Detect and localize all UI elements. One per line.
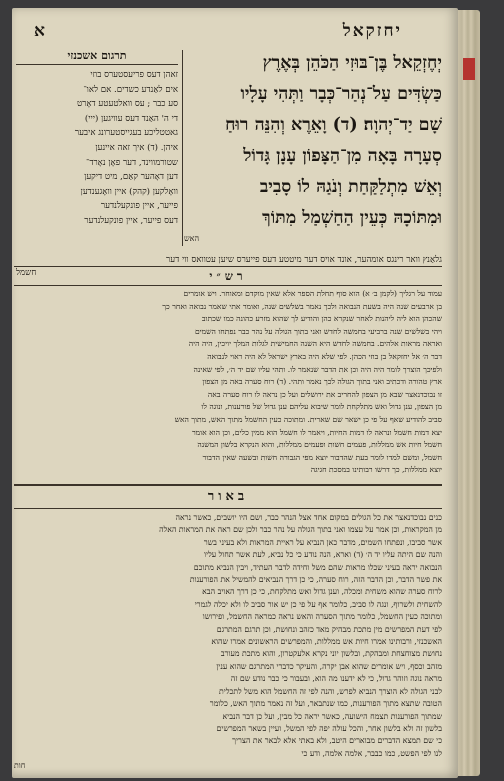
red-ribbon-marker [463,58,475,80]
targum-line: זאהן דעס פריעסטערס בוזי [90,70,178,80]
biur-line: מן המקראות, וכן אמר על עצמו ואני בתוך הגולה על נהר כבר ולכן שם ראה את המראות האלה [159,525,442,535]
rashi-line: יוצא ממללות, כך דרשו רבותינו במסכת חגיגה [310,465,442,475]
rashi-line: חשמל חיות אש ממללות, פעמים חשות ופעמים ממללות, והוא הנקרא בלשון המשנה [197,440,442,450]
biur-line: את פשר הדבר, וכן הדבר הזה, רוח סערה, כי כן דרך הנביאים להמשיל את הפורענות [189,575,442,585]
scripture-line: וְאֵשׁ מִתְלַקַּחַת וְנֹגַהּ לוֹ סָבִיב [259,177,442,197]
targum-line: אים לאַנדע כשדים. אם לאו־ [83,84,178,95]
biur-line: כי שם תמצא הדברים מבוארים היטב, ולא באתי אלא לבאר את הצריך [232,736,442,746]
targum-header: תרגום אשכנזי [16,48,178,65]
biur-line: בלשון זה ולא בלשון אחר, והכל עולה יפה לפי המשל, ועיין בשאר המפרשים [216,723,442,733]
biur-line: אשר סביבו, ונפתחו השמים, מדבר כאן הנביא על ראיית המראות ולא בעיני בשר [203,537,442,547]
targum-text [16,68,178,229]
scripture-line: סְעָרָה בָּאָה מִן־הַצָּפוֹן עָנָן גָּדוֹל [243,146,442,166]
biur-commentary [14,512,442,773]
running-head-chapter-letter: א [34,21,45,41]
rashi-line: בן ארבעים שנה היה בשעת הנבואה ולכך נאמר בשלשים שנה, ואומר אתי שאמר נבואה ואחר כך [162,301,442,311]
column-divider [182,50,183,246]
rashi-header: רש״י [14,266,442,286]
targum-line: די ה' האַנד דעס עוויגען (ייי) [84,113,178,124]
page-edges [458,10,480,776]
running-head-title: יחזקאל [342,21,402,41]
biur-line: כנים נבוכדנאצר את כל הגולים במקום אחד אצל הנהר כבר, ושם היו יושבים, כאשר נראה [175,513,442,522]
rashi-line: יצא דמות חשמל ונראה לו דמות החיות, ויאמר לו חשמל הוא ממין כלים, וכן הוא אומר [191,427,442,437]
rashi-line: שהכהן הוא ליה ליהנות לאחר שנקרא כהן והודיע לך שהוא מזרע כהונה כמו שכתוב [201,314,442,324]
targum-line: דען דאָהער קאַם, מיט דיקען [84,172,178,183]
rashi-line: ואראה מראות אלהים. בחמשה לחדש היא השנה החמישית לגלות המלך יויכין, היה היה [188,339,442,349]
biur-line: הטובה שתצא מתוך הפורענות, כמו שנתבאר, ועל זה נאמר מתוך האש, כלומר [209,699,442,709]
targum-continuation-line: חשמל [16,268,37,278]
biur-header: באור [14,484,442,509]
rashi-line: סביב להודיע שאף על פי כן ישאר שם שארית. ומתוכה כעין החשמל מתוך האש, מתוך האש [174,414,442,424]
rashi-line: מן הצפון, ענן גדול ואש מתלקחת לומר שיבוא עליהם ענן גדול של פורענות, ונוגה לו [201,402,442,412]
targum-line: וואָלקען (קהק) איין וואָגענדען [80,186,178,197]
scripture-line: כַּשְׂדִּים עַל־נְהַר־כְּבָר וַתְּהִי עָלָיו [240,84,442,104]
rashi-line: דבר ה׳ אל יחזקאל בן בוזי הכהן. לפי שלא היה בארץ ישראל לא היה ראוי לנבואה [207,351,442,361]
rashi-line: ויהי בשלשים שנה ברביעי בחמשה לחדש ואני בתוך הגולה על נהר כבר נפתחו השמים [194,326,442,336]
biur-line: ומתוכה כעין החשמל, כלומר מתוך הסערה והאש נראה כמראה החשמל, ופירושו [202,612,442,622]
biur-line: נחושת מצוחצחת ומבהקת, ובלשון יוני נקרא אלעקטרון, והוא מתכת מעורב [220,649,442,659]
targum-line: פייער, איין פונקעלנדער [100,201,178,212]
targum-line: גאטטליכע בעגייסטערונג איבער [74,128,178,139]
biur-line: שמתוך הפורענות תצמח הישועה, כאשר יראה כל מבין, ועל כן דבר הנביא [222,711,442,721]
scripture-line: יְחֶזְקֵאל בֶּן־בּוּזִי הַכֹּהֵן בְּאֶרֶץ [262,53,442,73]
targum-line: סע כבר ; עס וואלטעטע דאָרט [76,99,178,110]
scripture-line: וּמִתּוֹכָהּ כְּעֵין הַחַשְׁמַל מִתּוֹךְ [262,208,442,228]
page-content [14,18,442,771]
biur-line: לבני הגולה לא הוצרך הנביא לפרש, והנה לפי זה החשמל הוא משל לתכלית [219,686,442,696]
biur-line: לרוח סערה שהוא משחית ומכלה, וענן גדול ואש מתלקחת, כי כן דרך האויב הבא [202,587,442,597]
biur-line: הנבואה יראה בעיני שכלו מראות שהם משל וחידה לדבר העתיד, ויבין הנביא מתוכם [193,562,442,572]
targum-column [16,48,178,229]
rashi-line: חשמל, ומשם למדו לומר בעת שהדבור יוצא מפי הגבורה חשות ובשעה שאין הדבור [202,452,442,462]
biur-line: לפי דעת המפרשים מין מתכת מבהיק מאד כזהב ונחושת, וכן תרגם המתרגם [216,624,442,634]
targum-continuation-line: גלאַנץ וואר רינגס אומהער, אונד אויס דער מיטטע דעס פייערס שיען עטוואס ווי דער [166,255,442,265]
rashi-line: זו נבוכדנאצר שבא מן הצפון להחריב את ירושלים ועל כן נראה לו רוח סערה באה [207,389,442,399]
targum-line: דעס פייער, איין פונקעלנדער [84,215,178,226]
biur-line: מזהב וכסף, ויש אומרים שהוא אבן יקרה, והעיקר כדברי המתרגם שהוא ענין [216,661,442,671]
main-scripture-text [184,48,442,244]
rashi-line: ארץ טהורה ודכתיב ואני בתוך הגולה לכך נאמר ותהי. (ד) רוח סערה באה מן הצפון [202,377,442,387]
biur-line: לנו לפי הפשט, כמו כבבר, אלמה אלמה, ודע כי [301,748,442,758]
biur-line: והנה שם היתה עליו יד ה׳ (ד) וארא, הנה נודע כי כל נביא, לעת אשר תחול עליו [204,550,442,560]
rashi-commentary [14,288,442,477]
targum-line: איהן. (ד) איך זאה איינען [95,142,178,153]
rashi-line: ולפיכך הוצרך לומר היה היה וכן את הדבר שנאמר לו. ותהי עליו שם יד ה׳, לפי שאינה [193,364,442,374]
targum-line: שטורמווינד, דער פאָן נאָרד־ [86,157,178,168]
scripture-line: שָׁם יַד־יְהוָה׃ (ד) וָאֵרֶא וְהִנֵּה רוּחַ [225,115,442,135]
rashi-line: עמוד על רגליך (לקמן ב׳ א) הוא סוף תחלת הספר אלא שאין מוקדם ומאוחר. ויש אומרים [183,289,442,298]
biur-catchword: חות [14,761,26,771]
biur-line: מראה נוגה וזוהר גדול, כי לא ידענו מה הוא, ובעבור כי כבר נודע שם זה [230,674,442,684]
running-head [34,18,402,44]
biur-line: האשכנזי, ורבותינו אמרו חיות אש ממללות, והמפרשים הראשונים אמרו שהוא [211,637,442,647]
scripture-catchword: האש [184,234,200,243]
biur-line: להשחית ולשרוף, ונגה לו סביב, כלומר אף על פי כן יש אור סביב לו ולא יכלה לגמרי [194,599,442,609]
